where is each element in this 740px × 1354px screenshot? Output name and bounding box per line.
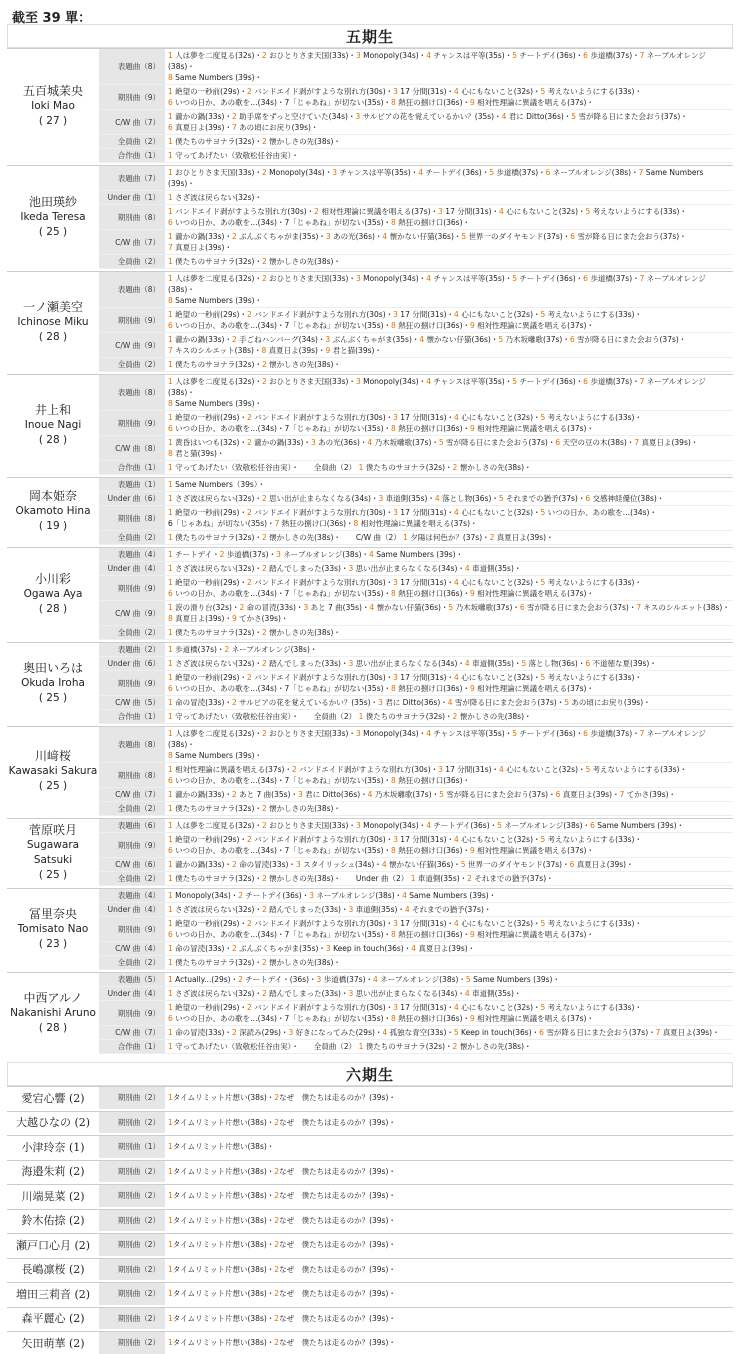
member-name-en: Inoue Nagi	[24, 418, 82, 431]
song-list: 1 タイムリミット片想い(38s)・ 2 なぜ 僕たちは走るのか？(39s)・	[168, 1338, 396, 1348]
member-block	[7, 642, 733, 724]
song-list: 1 命の冒涜(33s)・2 サルビアの花を覚えているかい？(35s)・3 君に Ditto(36s)・4 雪が降る日にまた会おう(37s)・5 あの頃にお戻り(39s)・	[168, 698, 651, 707]
song-row	[99, 255, 733, 269]
song-row	[99, 576, 733, 601]
song-list: 1 さざ波は戻らない(32s)・2 踏んでしまった(33s)・3 思い出が止まらなくなる(34s)・4 車道側(35s)・	[168, 564, 522, 573]
song-list: 1 人は夢を二度見る(32s)・2 おひとりさま天国(33s)・3 Monopoly(34s)・4 チートデイ(36s)・5 ネーブルオレンジ(38s)・6 Same Numbers (39s)・	[168, 821, 685, 830]
member-name	[7, 272, 99, 372]
category-label: C/W 曲（9）	[99, 601, 165, 625]
category-label: 全員曲（2）	[99, 626, 165, 639]
song-list: 1 さざ波は戻らない(32s)・2 踏んでしまった(33s)・3 車道側(35s)・4 それまでの猶予(37s)・	[168, 905, 492, 914]
song-list: 1 絶望の一秒前(29s)・2 バンドエイド剥がすような別れ方(30s)・3 17 分間(31s)・4 心にもないこと(32s)・5 いつの日か、あの歌を…(34s)・ 6「じゃあね」が切ない(35s)・7 熱狂の捌け口(36s)・8 相対性理論に異議を唱える(37s)・	[168, 508, 657, 528]
category-label: 期別曲（9）	[99, 576, 165, 600]
song-list: 1 タイムリミット片想い(38s)・ 2 なぜ 僕たちは走るのか？(39s)・	[168, 1117, 396, 1127]
member-name	[7, 49, 99, 163]
category-label: 期別曲（1）	[99, 1136, 165, 1158]
song-row	[99, 49, 733, 85]
song-row	[99, 819, 733, 833]
category-label: 表題曲（8）	[99, 727, 165, 762]
song-list: 1 タイムリミット片想い(38s)・ 2 なぜ 僕たちは走るのか？(39s)・	[168, 1240, 396, 1250]
song-list: 1 人は夢を二度見る(32s)・2 おひとりさま天国(33s)・3 Monopoly(34s)・4 チャンスは平等(35s)・5 チートデイ(36s)・6 歩道橋(37s)・7 ネーブルオレンジ(38s)・ 8 Same Numbers (39s)・	[168, 51, 706, 82]
category-label: 期別曲（2）	[99, 1112, 165, 1134]
member-count: ( 25 )	[38, 692, 68, 704]
song-list: 1 Same Numbers（39s）・	[168, 480, 266, 489]
song-row	[99, 710, 733, 724]
song-row	[99, 205, 733, 230]
member-name-jp: 井上和	[34, 402, 71, 417]
member-name-jp: 一ノ瀬美空	[22, 299, 83, 314]
member-name	[7, 727, 99, 816]
song-list: 1 さざ波は戻らない(32s)・2 思い出が止まらなくなる(34s)・3 車道側(35s)・4 落とし物(36s)・5 それまでの猶予(37s)・6 交感神経優位(38s)・	[168, 494, 665, 503]
song-list: 1 さざ波は戻らない(32s)・2 踏んでしまった(33s)・3 思い出が止まらなくなる(34s)・4 車道側(35s)・5 落とし物(36s)・6 不道徳な夏(39s)・	[168, 659, 657, 668]
category-label: C/W 曲（6）	[99, 858, 165, 871]
song-list: 1 絶望の一秒前(29s)・2 バンドエイド剥がすような別れ方(30s)・3 17 分間(31s)・4 心にもないこと(32s)・5 考えないようにする(33s)・ 6 いつの日か、あの歌を…(34s)・7「じゃあね」が切ない(35s)・8 熱狂の捌け口(36s)・9 相対性理論に異議を唱える(37s)・	[168, 578, 642, 598]
song-list: 1 歩道橋(37s)・2 ネーブルオレンジ(38s)・	[168, 645, 318, 654]
member-name: 長嶋凛桜 (2)	[21, 1263, 85, 1277]
song-list: 1 タイムリミット片想い(38s)・ 2 なぜ 僕たちは走るのか？(39s)・	[168, 1093, 396, 1103]
song-rows	[99, 889, 733, 970]
song-list: 1 絶望の一秒前(29s)・2 バンドエイド剥がすような別れ方(30s)・3 17 分間(31s)・4 心にもないこと(32s)・5 考えないようにする(33s)・ 6 いつの日か、あの歌を…(34s)・7「じゃあね」が切ない(35s)・8 熱狂の捌け口(36s)・9 相対性理論に異議を唱える(37s)・	[168, 673, 642, 693]
category-label: Under 曲（1）	[99, 191, 165, 204]
category-label: 期別曲（2）	[99, 1210, 165, 1232]
member-name: 森平麗心 (2)	[21, 1312, 85, 1326]
member-name-jp: 菅原咲月	[28, 822, 77, 837]
song-rows	[99, 49, 733, 163]
song-row	[99, 308, 733, 333]
category-label: 期別曲（9）	[99, 917, 165, 941]
member-count: ( 28 )	[38, 330, 68, 343]
category-label: 全員曲（2）	[99, 135, 165, 148]
member-count: ( 28 )	[38, 1022, 68, 1034]
gen6-member-row	[7, 1086, 733, 1109]
song-row	[99, 333, 733, 358]
song-row	[99, 506, 733, 531]
song-rows	[99, 727, 733, 816]
song-rows	[99, 819, 733, 886]
member-name-en: Nakanishi Aruno	[10, 1007, 96, 1019]
song-list: 1 僕たちのサヨナラ(32s)・2 懐かしさの先(38s)・	[168, 804, 341, 813]
song-row	[99, 942, 733, 956]
gen6-member-row	[7, 1307, 733, 1330]
gen6-member-row	[7, 1209, 733, 1232]
song-list: 1 さざ波は戻らない(32s)・	[168, 193, 262, 202]
song-list: 1 人は夢を二度見る(32s)・2 おひとりさま天国(33s)・3 Monopoly(34s)・4 チャンスは平等(35s)・5 チートデイ(36s)・6 歩道橋(37s)・7 ネーブルオレンジ(38s)・ 8 Same Numbers (39s)・	[168, 377, 706, 408]
category-label: 期別曲（9）	[99, 308, 165, 332]
song-list: 1 Monopoly(34s)・2 チートデイ(36s)・3 ネーブルオレンジ(38s)・4 Same Numbers (39s)・	[168, 891, 497, 900]
category-label: 期別曲（8）	[99, 205, 165, 229]
gen6-member-row	[7, 1135, 733, 1158]
song-list: 1 命の冒涜(33s)・2 深読み(29s)・3 好きになってみた(29s)・4 孤独な青空(33s)・5 Keep in touch(36s)・6 雪が降る日にまた会おう(37s)・7 真夏日よ(39s)・	[168, 1028, 720, 1037]
song-row	[99, 478, 733, 492]
category-label: 全員曲（2）	[99, 358, 165, 371]
member-name-en: Okuda Iroha	[21, 677, 85, 689]
category-label: 表題曲（4）	[99, 889, 165, 902]
category-label: 期別曲（9）	[99, 833, 165, 857]
song-list: 1 人は夢を二度見る(32s)・2 おひとりさま天国(33s)・3 Monopoly(34s)・4 チャンスは平等(35s)・5 チートデイ(36s)・6 歩道橋(37s)・7 ネーブルオレンジ(38s)・ 8 Same Numbers (39s)・	[168, 274, 706, 305]
category-label: C/W 曲（8）	[99, 436, 165, 460]
member-name	[7, 973, 99, 1054]
category-label: 期別曲（2）	[99, 1185, 165, 1207]
category-label: Under 曲（6）	[99, 492, 165, 505]
category-label: 全員曲（2）	[99, 956, 165, 969]
member-name: 海邉朱莉 (2)	[21, 1165, 85, 1179]
category-label: C/W 曲（7）	[99, 1026, 165, 1039]
song-list: 1 瀧かの鍋(33s)・2 あと 7 曲(35s)・3 君に Ditto(36s)・4 乃木坂囃歌(37s)・5 雪が降る日にまた会おう(37s)・6 真夏日よ(39s)・7 てかさ(39s)・	[168, 790, 677, 799]
song-list: 1 瀧かの鍋(33s)・2 手ごねハンバーグ(34s)・3 ぶんぶくちゃがま(35s)・4 懐かない仔猫(36s)・5 乃木坂囃歌(37s)・6 雪が降る日にまた会おう(37s)・ 7 キスのシルエット(38s)・8 真夏日よ(39s)・9 君と猫(39s)・	[168, 335, 687, 355]
category-label: 全員曲（2）	[99, 531, 165, 544]
song-list: 1 僕たちのサヨナラ(32s)・2 懐かしさの先(38s)・	[168, 257, 341, 266]
song-row	[99, 166, 733, 191]
song-list: 1 Actually...(29s)・2 チートデイ・(36s)・3 歩道橋(37s)・4 ネーブルオレンジ(38s)・5 Same Numbers (39s)・	[168, 975, 560, 984]
song-list: 1 僕たちのサヨナラ(32s)・2 懐かしさの先(38s)・ C/W 曲（2） 1 夕陽は何色か？(37s)・2 真夏日よ(39s)・	[168, 533, 554, 542]
song-row	[99, 696, 733, 710]
song-list: 1 タイムリミット片想い(38s)・	[168, 1142, 275, 1152]
song-row	[99, 562, 733, 576]
gen6-member-row	[7, 1233, 733, 1256]
member-block	[7, 972, 733, 1054]
song-list: 1 僕たちのサヨナラ(32s)・2 懐かしさの先(38s)・ Under 曲（2） 1 車道側(35s)・2 それまでの猶予(37s)・	[168, 874, 554, 883]
song-list: 1 タイムリミット片想い(38s)・ 2 なぜ 僕たちは走るのか？(39s)・	[168, 1289, 396, 1299]
member-name	[7, 375, 99, 475]
song-list: 1 バンドエイド剥がすような別れ方(30s)・2 相対性理論に異議を唱える(37s)・3 17 分間(31s)・4 心にもないこと(32s)・5 考えないようにする(33s)・ 6 いつの日か、あの歌を…(34s)・7「じゃあね」が切ない(35s)・8 熱狂の捌け口(36s)・	[168, 207, 687, 227]
song-list: 1 僕たちのサヨナラ(32s)・2 懐かしさの先(38s)・	[168, 137, 341, 146]
song-row	[99, 135, 733, 149]
song-row	[99, 833, 733, 858]
song-list: 1 タイムリミット片想い(38s)・ 2 なぜ 僕たちは走るのか？(39s)・	[168, 1313, 396, 1323]
category-label: C/W 曲（7）	[99, 788, 165, 801]
gen6-header: 六期生	[7, 1062, 733, 1086]
song-list: 1 絶望の一秒前(29s)・2 バンドエイド剥がすような別れ方(30s)・3 17 分間(31s)・4 心にもないこと(32s)・5 考えないようにする(33s)・ 6 いつの日か、あの歌を…(34s)・7「じゃあね」が切ない(35s)・8 熱狂の捌け口(36s)・9 相対性理論に異議を唱える(37s)・	[168, 919, 642, 939]
category-label: 期別曲（8）	[99, 763, 165, 787]
member-block	[7, 888, 733, 970]
song-list: 1 瀧かの鍋(33s)・2 助手席をずっと空けていた(34s)・3 サルビアの花を覚えているかい？(35s)・4 君に Ditto(36s)・5 雪が降る日にまた会おう(37s)・ 6 真夏日よ(39s)・7 あの頃にお戻り(39s)・	[168, 112, 688, 132]
song-list: 1 タイムリミット片想い(38s)・ 2 なぜ 僕たちは走るのか？(39s)・	[168, 1166, 396, 1176]
song-list: 1 さざ波は戻らない(32s)・2 踏んでしまった(33s)・3 思い出が止まらなくなる(34s)・4 車道側(35s)・	[168, 989, 522, 998]
category-label: 表題曲（5）	[99, 973, 165, 986]
song-row	[99, 872, 733, 886]
song-row	[99, 548, 733, 562]
member-count: ( 23 )	[38, 938, 68, 950]
song-row	[99, 657, 733, 671]
song-row	[99, 436, 733, 461]
song-list: 1 絶望の一秒前(29s)・2 バンドエイド剥がすような別れ方(30s)・3 17 分間(31s)・4 心にもないこと(32s)・5 考えないようにする(33s)・ 6 いつの日か、あの歌を…(34s)・7「じゃあね」が切ない(35s)・8 熱狂の捌け口(36s)・9 相対性理論に異議を唱える(37s)・	[168, 87, 642, 107]
category-label: 合作曲（1）	[99, 149, 165, 162]
song-list: 1 絶望の一秒前(29s)・2 バンドエイド剥がすような別れ方(30s)・3 17 分間(31s)・4 心にもないこと(32s)・5 考えないようにする(33s)・ 6 いつの日か、あの歌を…(34s)・7「じゃあね」が切ない(35s)・8 熱狂の捌け口(36s)・9 相対性理論に異議を唱える(37s)・	[168, 310, 642, 330]
member-name-en: Sugawara Satsuki	[26, 838, 80, 866]
song-list: 1 命の冒涜(33s)・2 ぶんぶくちゃがま(35s)・3 Keep in touch(36s)・4 真夏日よ(39s)・	[168, 944, 476, 953]
category-label: C/W 曲（5）	[99, 696, 165, 709]
song-rows	[99, 272, 733, 372]
song-row	[99, 531, 733, 545]
category-label: 期別曲（2）	[99, 1283, 165, 1305]
member-block	[7, 726, 733, 816]
song-row	[99, 671, 733, 696]
song-list: 1 守ってあげたい（致敬松任谷由実）・ 全員曲（2） 1 僕たちのサヨナラ(32s)・2 懐かしさの先(38s)・	[168, 1042, 532, 1051]
song-list: 1 タイムリミット片想い(38s)・ 2 なぜ 僕たちは走るのか？(39s)・	[168, 1191, 396, 1201]
song-list: 1 僕たちのサヨナラ(32s)・2 懐かしさの先(38s)・	[168, 628, 341, 637]
category-label: 全員曲（2）	[99, 802, 165, 815]
category-label: Under 曲（6）	[99, 657, 165, 670]
category-label: C/W 曲（4）	[99, 942, 165, 955]
category-label: C/W 曲（9）	[99, 333, 165, 357]
song-row	[99, 763, 733, 788]
category-label: 期別曲（2）	[99, 1087, 165, 1109]
member-name	[7, 166, 99, 269]
category-label: 期別曲（2）	[99, 1332, 165, 1354]
song-row	[99, 1026, 733, 1040]
member-name-jp: 池田瑛紗	[28, 195, 77, 209]
song-list: 1 僕たちのサヨナラ(32s)・2 懐かしさの先(38s)・	[168, 958, 341, 967]
category-label: 期別曲（2）	[99, 1259, 165, 1281]
category-label: C/W 曲（7）	[99, 230, 165, 254]
song-rows	[99, 166, 733, 269]
member-name: 小津玲奈 (1)	[21, 1140, 85, 1154]
member-name: 増田三莉音 (2)	[15, 1287, 91, 1301]
category-label: 期別曲（9）	[99, 1001, 165, 1025]
song-list: 1 守ってあげたい（致敬松任谷由実）・ 全員曲（2） 1 僕たちのサヨナラ(32s)・2 懐かしさの先(38s)・	[168, 712, 532, 721]
song-rows	[99, 973, 733, 1054]
song-list: 1 黄昏はいつも(32s)・2 瀧かの鍋(33s)・3 あの光(36s)・4 乃木坂囃歌(37s)・5 雪が降る日にまた会おう(37s)・6 天空の豆の木(38s)・7 真夏日よ(39s)・ 8 君と猫(39s)・	[168, 438, 699, 458]
member-name-en: Kawasaki Sakura	[8, 765, 98, 777]
song-list: 1 チートデイ・2 歩道橋(37s)・3 ネーブルオレンジ(38s)・4 Same Numbers (39s)・	[168, 550, 464, 559]
member-name	[7, 548, 99, 640]
category-label: 期別曲（2）	[99, 1234, 165, 1256]
song-row	[99, 110, 733, 135]
song-row	[99, 230, 733, 255]
song-list: 1 おひとりさま天国(33s)・2 Monopoly(34s)・3 チャンスは平等(35s)・4 チートデイ(36s)・5 歩道橋(37s)・6 ネーブルオレンジ(38s)・7 Same Numbers (39s)・	[168, 168, 704, 188]
song-list: 1 僕たちのサヨナラ(32s)・2 懐かしさの先(38s)・	[168, 360, 341, 369]
category-label: 表題曲（6）	[99, 819, 165, 832]
song-rows	[99, 375, 733, 475]
member-block	[7, 374, 733, 475]
member-name-jp: 小川彩	[34, 571, 71, 586]
song-row	[99, 987, 733, 1001]
member-name: 川端晃菜 (2)	[21, 1189, 85, 1203]
song-row	[99, 956, 733, 970]
category-label: 合作曲（1）	[99, 710, 165, 723]
category-label: C/W 曲（7）	[99, 110, 165, 134]
category-label: 表題曲（8）	[99, 272, 165, 307]
song-list: 1 守ってあげたい（致敬松任谷由実）・ 全員曲（2） 1 僕たちのサヨナラ(32s)・2 懐かしさの先(38s)・	[168, 463, 532, 472]
gen6-member-row	[7, 1258, 733, 1281]
member-name-en: Tomisato Nao	[17, 923, 89, 935]
song-list: 1 絶望の一秒前(29s)・2 バンドエイド剥がすような別れ方(30s)・3 17 分間(31s)・4 心にもないこと(32s)・5 考えないようにする(33s)・ 6 いつの日か、あの歌を…(34s)・7「じゃあね」が切ない(35s)・8 熱狂の捌け口(36s)・9 相対性理論に異議を唱える(37s)・	[168, 1003, 642, 1023]
category-label: 全員曲（2）	[99, 872, 165, 885]
song-row	[99, 643, 733, 657]
song-list: 1 瀧かの鍋(33s)・2 命の冒涜(33s)・3 スタイリッシュ(34s)・4 懐かない仔猫(36s)・5 世界一のダイヤモンド(37s)・6 真夏日よ(39s)・	[168, 860, 634, 869]
song-rows	[99, 478, 733, 545]
member-name-jp: 岡本姫奈	[28, 489, 77, 503]
song-row	[99, 727, 733, 763]
song-list: 1 絶望の一秒前(29s)・2 バンドエイド剥がすような別れ方(30s)・3 17 分間(31s)・4 心にもないこと(32s)・5 考えないようにする(33s)・ 6 いつの日か、あの歌を…(34s)・7「じゃあね」が切ない(35s)・8 熱狂の捌け口(36s)・9 相対性理論に異議を唱える(37s)・	[168, 413, 642, 433]
member-count: ( 27 )	[38, 114, 68, 127]
gen5-header: 五期生	[7, 24, 733, 48]
member-name	[7, 643, 99, 724]
member-count: ( 25 )	[38, 868, 68, 881]
song-list: 1 涙の滑り台(32s)・2 命の冒涜(33s)・3 あと 7 曲(35s)・4 懐かない仔猫(36s)・5 乃木坂囃歌(37s)・6 雪が降る日にまた会おう(37s)・7 キスのシルエット(38s)・ 8 真夏日よ(39s)・9 てかさ(39s)・	[168, 603, 730, 623]
category-label: 期別曲（9）	[99, 411, 165, 435]
category-label: 表題曲（2）	[99, 643, 165, 656]
gen5-list	[0, 48, 740, 1054]
song-list: 1 タイムリミット片想い(38s)・ 2 なぜ 僕たちは走るのか？(39s)・	[168, 1264, 396, 1274]
member-name	[7, 819, 99, 886]
member-block	[7, 165, 733, 269]
member-count: ( 28 )	[38, 602, 68, 615]
member-name-en: Ikeda Teresa	[20, 211, 86, 223]
song-row	[99, 917, 733, 942]
member-count: ( 19 )	[38, 520, 68, 532]
member-name-jp: 奥田いろは	[22, 661, 83, 675]
category-label: Under 曲（4）	[99, 903, 165, 916]
page-title: 截至 39 單：	[12, 11, 92, 26]
song-list: 1 タイムリミット片想い(38s)・ 2 なぜ 僕たちは走るのか？(39s)・	[168, 1215, 396, 1225]
song-list: 1 人は夢を二度見る(32s)・2 おひとりさま天国(33s)・3 Monopoly(34s)・4 チャンスは平等(35s)・5 チートデイ(36s)・6 歩道橋(37s)・7 ネーブルオレンジ(38s)・ 8 Same Numbers (39s)・	[168, 729, 706, 760]
category-label: 表題曲（7）	[99, 166, 165, 190]
member-name-jp: 五百城茉央	[22, 83, 83, 98]
song-row	[99, 149, 733, 163]
gen6-member-row	[7, 1160, 733, 1183]
song-list: 1 相対性理論に異議を唱える(37s)・2 バンドエイド剥がすような別れ方(30s)・3 17 分間(31s)・4 心にもないこと(32s)・5 考えないようにする(33s)・ 6 いつの日か、あの歌を…(34s)・7「じゃあね」が切ない(35s)・8 熱狂の捌け口(36s)・	[168, 765, 687, 785]
category-label: 期別曲（9）	[99, 85, 165, 109]
member-name: 大越ひなの (2)	[15, 1116, 91, 1130]
song-row	[99, 1040, 733, 1054]
member-block	[7, 547, 733, 640]
member-name-en: Ichinose Miku	[17, 315, 89, 328]
category-label: Under 曲（4）	[99, 987, 165, 1000]
song-list: 1 瀧かの鍋(33s)・2 ぶんぶくちゃがま(35s)・3 あの光(36s)・4 懐かない仔猫(36s)・5 世界一のダイヤモンド(37s)・6 雪が降る日にまた会おう(37s)・ 7 真夏日よ(39s)・	[168, 232, 687, 252]
gen6-list	[0, 1086, 740, 1354]
member-count: ( 28 )	[38, 433, 68, 446]
song-row	[99, 375, 733, 411]
category-label: 表題曲（1）	[99, 478, 165, 491]
category-label: 表題曲（4）	[99, 548, 165, 561]
song-row	[99, 272, 733, 308]
member-block	[7, 48, 733, 163]
song-row	[99, 973, 733, 987]
member-name: 愛宕心響 (2)	[21, 1091, 85, 1105]
member-name-jp: 冨里奈央	[28, 907, 77, 921]
member-name-jp: 中西アルノ	[23, 991, 83, 1005]
member-block	[7, 818, 733, 886]
member-count: ( 25 )	[38, 226, 68, 238]
category-label: 全員曲（2）	[99, 255, 165, 268]
member-name	[7, 889, 99, 970]
song-row	[99, 358, 733, 372]
song-row	[99, 903, 733, 917]
song-row	[99, 889, 733, 903]
category-label: 合作曲（1）	[99, 461, 165, 474]
song-row	[99, 461, 733, 475]
category-label: 表題曲（8）	[99, 49, 165, 84]
song-row	[99, 788, 733, 802]
member-name-jp: 川﨑桜	[34, 749, 71, 763]
song-list: 1 絶望の一秒前(29s)・2 バンドエイド剥がすような別れ方(30s)・3 17 分間(31s)・4 心にもないこと(32s)・5 考えないようにする(33s)・ 6 いつの日か、あの歌を…(34s)・7「じゃあね」が切ない(35s)・8 熱狂の捌け口(36s)・9 相対性理論に異議を唱える(37s)・	[168, 835, 642, 855]
member-name: 瀬戸口心月 (2)	[15, 1238, 91, 1252]
song-row	[99, 1001, 733, 1026]
song-row	[99, 626, 733, 640]
member-count: ( 25 )	[38, 780, 68, 792]
category-label: 期別曲（2）	[99, 1308, 165, 1330]
member-name: 矢田萌華 (2)	[21, 1336, 85, 1350]
song-row	[99, 85, 733, 110]
song-row	[99, 191, 733, 205]
category-label: 表題曲（8）	[99, 375, 165, 410]
song-row	[99, 492, 733, 506]
song-row	[99, 802, 733, 816]
member-name-en: Okamoto Hina	[15, 505, 91, 517]
member-block	[7, 271, 733, 372]
gen6-member-row	[7, 1331, 733, 1354]
member-name-en: Ioki Mao	[31, 99, 75, 112]
gen6-member-row	[7, 1111, 733, 1134]
gen6-member-row	[7, 1282, 733, 1305]
category-label: 期別曲（2）	[99, 1161, 165, 1183]
category-label: Under 曲（4）	[99, 562, 165, 575]
member-block	[7, 477, 733, 545]
gen6-member-row	[7, 1184, 733, 1207]
song-row	[99, 858, 733, 872]
song-rows	[99, 548, 733, 640]
song-row	[99, 411, 733, 436]
member-name-en: Ogawa Aya	[23, 587, 83, 600]
category-label: 合作曲（1）	[99, 1040, 165, 1053]
category-label: 期別曲（9）	[99, 671, 165, 695]
song-row	[99, 601, 733, 626]
song-list: 1 守ってあげたい（致敬松任谷由実）・	[168, 151, 299, 160]
song-rows	[99, 643, 733, 724]
member-name: 鈴木佑捺 (2)	[21, 1214, 85, 1228]
member-name	[7, 478, 99, 545]
category-label: 期別曲（8）	[99, 506, 165, 530]
